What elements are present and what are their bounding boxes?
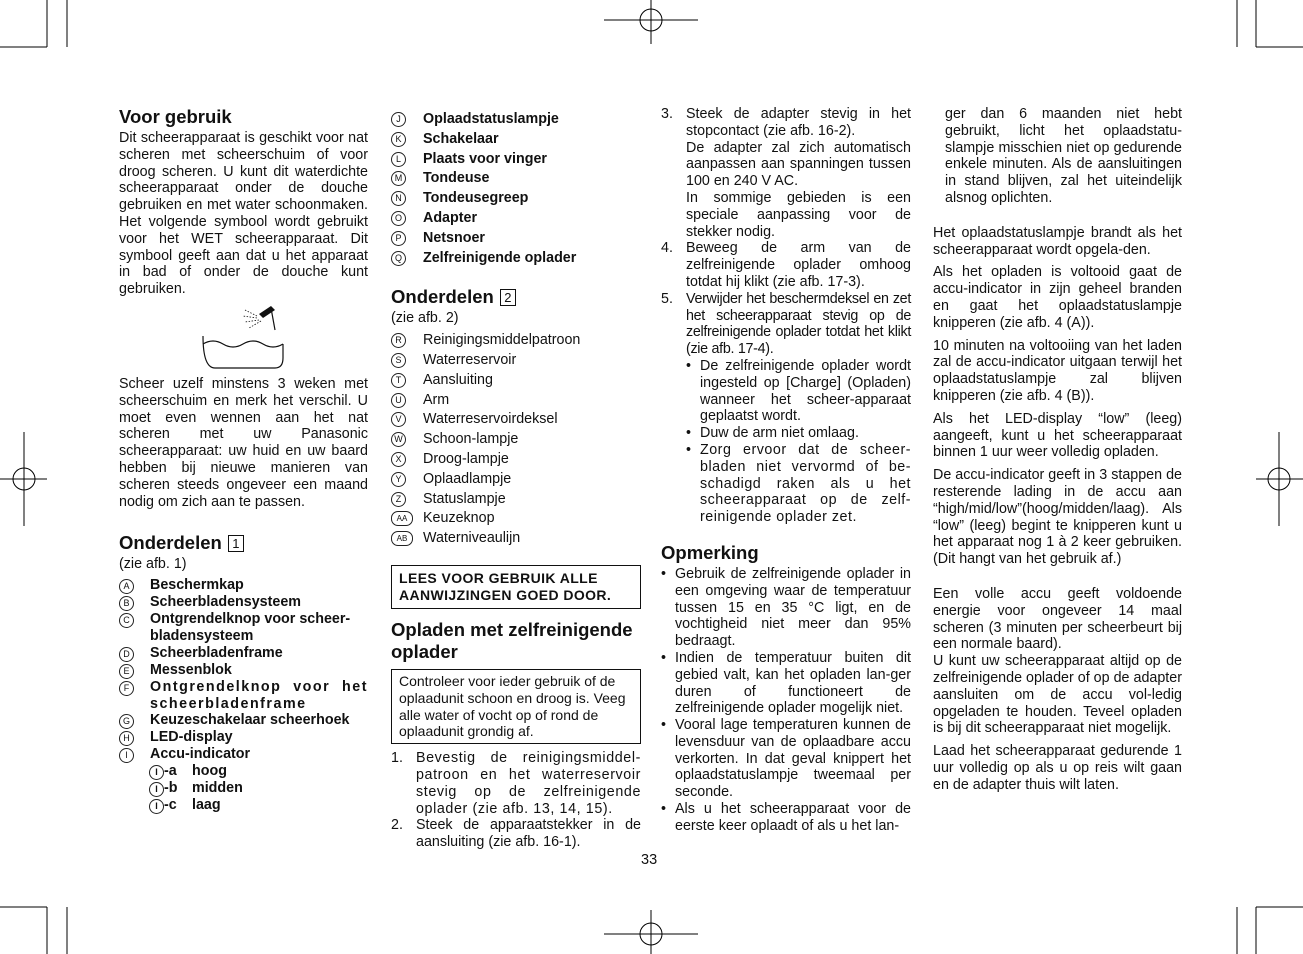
list-item: • Als u het scheerapparaat voor de eerste keer oplaadt of als u het lan- (661, 801, 911, 834)
scheer-text: Scheer uzelf minstens 3 weken met scheerschuim en merk het verschil. U moet even wennen aan het nat scheren met uw Panasonic scheerapparaat: uw huid en uw baard hebben bij nieuwe manieren van scheren steeds ongeveer een maand nodig om zich aan te passen. (119, 375, 368, 510)
list-item: G Keuzeschakelaar scheerhoek (119, 712, 368, 729)
list-item: • Vooral lage temperaturen kunnen de levensduur van de oplaadbare accu verkorten. In dat geval knippert het oplaadstatuslampje tweemaal per seconde. (661, 717, 911, 801)
list-item: T Aansluiting (391, 371, 641, 391)
list-item: Z Statuslampje (391, 490, 641, 510)
list-item: F Ontgrendelknop voor het scheerbladenframe (119, 679, 368, 713)
list-item: M Tondeuse (391, 169, 641, 189)
column-3 (661, 106, 911, 835)
list-item: AA Keuzeknop (391, 509, 641, 529)
list-item: I -c laag (119, 797, 368, 814)
list-item: B Scheerbladensysteem (119, 594, 368, 611)
note-continuation: ger dan 6 maanden niet hebt gebruikt, licht het oplaadstatu-slampje misschien niet op gedurende enkele minuten. Als de aansluitingen in stand blijven, zal het uiteindelijk alsnog oplichten. (945, 106, 1182, 206)
figure-number-box: 2 (500, 289, 516, 306)
list-item: E Messenblok (119, 662, 368, 679)
heading-opladen: Opladen met zelfreinigende oplader (391, 618, 633, 662)
figure-number-box: 1 (228, 535, 244, 552)
heading-voor-gebruik: Voor gebruik (119, 106, 232, 127)
list-item: W Schoon-lampje (391, 430, 641, 450)
list-item: R Reinigingsmiddelpatroon (391, 331, 641, 351)
list-item: • De zelfreinigende oplader wordt ingesteld op [Charge] (Opladen) wanneer het scheer-apparaat geplaatst wordt. (686, 357, 911, 425)
heading-opmerking: Opmerking (661, 541, 759, 563)
column-1 (119, 106, 368, 814)
list-item: D Scheerbladenframe (119, 645, 368, 662)
shower-bath-icon (119, 298, 368, 376)
list-item: X Droog-lampje (391, 450, 641, 470)
parts-list-cont (391, 110, 641, 268)
zie-afb-1: (zie afb. 1) (119, 556, 187, 573)
list-item: H LED-display (119, 729, 368, 746)
list-item: C Ontgrendelknop voor scheer-bladensysteem (119, 611, 368, 645)
column-4 (933, 106, 1182, 799)
paragraph: 10 minuten na voltooiing van het laden zal de accu-indicator uitgaan terwijl het oplaadstatuslampje zal blijven knipperen (zie afb. 4 (B)). (933, 337, 1182, 404)
list-item: O Adapter (391, 209, 641, 229)
paragraph: Als het LED-display “low” (leeg) aangeeft, kunt u het scheerapparaat binnen 1 uur weer volledig opladen. (933, 410, 1182, 461)
paragraph: Als het opladen is voltooid gaat de accu-indicator in zijn geheel branden en gaat het oplaadstatuslampje knipperen (zie afb. 4 (A)). (933, 264, 1182, 331)
list-item: I Accu-indicator (119, 746, 368, 763)
page-number: 33 (641, 852, 658, 868)
list-item: Y Oplaadlampje (391, 470, 641, 490)
heading-onderdelen-2: Onderdelen 2 (391, 286, 641, 308)
lees-voor-gebruik-box: LEES VOOR GEBRUIK ALLE AANWIJZINGEN GOED DOOR. (391, 565, 641, 609)
list-item: AB Waterniveaulijn (391, 529, 641, 549)
zie-afb-2: (zie afb. 2) (391, 310, 459, 327)
list-item: • Indien de temperatuur buiten dit gebied valt, kan het opladen lan-ger duren of functioneert de zelfreinigende oplader mogelijk niet. (661, 649, 911, 717)
step-2: 2. Steek de apparaatstekker in de aansluiting (zie afb. 16-1). (391, 817, 641, 851)
paragraph: Laad het scheerapparaat gedurende 1 uur volledig op als u op reis wilt gaan en de adapter thuis wilt laten. (933, 743, 1182, 793)
list-item: J Oplaadstatuslampje (391, 110, 641, 130)
list-item: L Plaats voor vinger (391, 150, 641, 170)
step-4: 4. Beweeg de arm van de zelfreinigende oplader omhoog totdat hij klikt (zie afb. 17-3). (661, 240, 911, 290)
list-item: U Arm (391, 391, 641, 411)
list-item: A Beschermkap (119, 577, 368, 594)
parts-list-1 (119, 577, 368, 814)
list-item: I -a hoog (119, 763, 368, 780)
list-item: • Zorg ervoor dat de scheer-bladen niet vervormd of be-schadigd raken als u het scheerapparaat op de zelf-reinigende oplader zet. (686, 441, 911, 526)
parts-list-2 (391, 331, 641, 549)
controleer-box: Controleer voor ieder gebruik of de oplaadunit schoon en droog is. Veeg alle water of vocht op of rond de oplaadunit grondig af. (391, 669, 641, 744)
paragraph: Een volle accu geeft voldoende energie voor ongeveer 14 maal scheren (3 minuten per scheerbeurt bij een normale baard). U kunt uw scheerapparaat altijd op de zelfreinigende oplader of op de adapter aansluiten om de accu vol-ledig opgeladen te houden. Teveel opladen is bij dit scheerapparaat niet mogelijk. (933, 585, 1182, 737)
step-1: 1. Bevestig de reinigingsmiddel-patroon en het waterreservoir stevig op de zelfreinigende oplader (zie afb. 13, 14, 15). (391, 750, 641, 817)
step-5: 5. Verwijder het beschermdeksel en zet het scheerapparaat stevig op de zelfreinigende oplader totdat het klikt (zie afb. 17-4). (661, 290, 911, 358)
list-item: S Waterreservoir (391, 351, 641, 371)
voor-gebruik-text: Dit scheerapparaat is geschikt voor nat scheren met scheerschuim of voor droog scheren. U kunt dit waterdichte scheerapparaat onder de douche gebruiken en met water schoonmaken. Het volgende symbool wordt gebruikt voor het WET scheerapparaat. Dit symbool geeft aan dat u het apparaat in bad of onder de douche kunt gebruiken. (119, 130, 368, 298)
list-item: V Waterreservoirdeksel (391, 410, 641, 430)
paragraph: De accu-indicator geeft in 3 stappen de resterende lading in de accu aan “high/mid/low”(hoog/midden/laag). Als “low” (leeg) begint te knipperen kunt u het apparaat nog 1 à 2 keer gebruiken. (Dit hangt van het gebruik af.) (933, 467, 1182, 568)
column-2 (391, 110, 641, 851)
paragraph: Het oplaadstatuslampje brandt als het scheerapparaat wordt opgela-den. (933, 224, 1182, 258)
list-item: Q Zelfreinigende oplader (391, 249, 641, 269)
list-item: I -b midden (119, 780, 368, 797)
list-item: P Netsnoer (391, 229, 641, 249)
list-item: • Duw de arm niet omlaag. (686, 425, 859, 442)
list-item: • Gebruik de zelfreinigende oplader in een omgeving waar de temperatuur tussen 15 en 35 °C ligt, en de vochtigheid niet meer dan 95% bedraagt. (661, 565, 911, 650)
heading-onderdelen-1: Onderdelen 1 (119, 532, 368, 554)
step-3: 3. Steek de adapter stevig in het stopcontact (zie afb. 16-2). De adapter zal zich automatisch aanpassen aan spanningen tussen 100 en 240 V AC. In sommige gebieden is een speciale aanpassing voor de stekker nodig. (661, 106, 911, 240)
step-5-bullets (661, 358, 911, 526)
list-item: N Tondeusegreep (391, 189, 641, 209)
list-item: K Schakelaar (391, 130, 641, 150)
notes-list (661, 566, 911, 835)
